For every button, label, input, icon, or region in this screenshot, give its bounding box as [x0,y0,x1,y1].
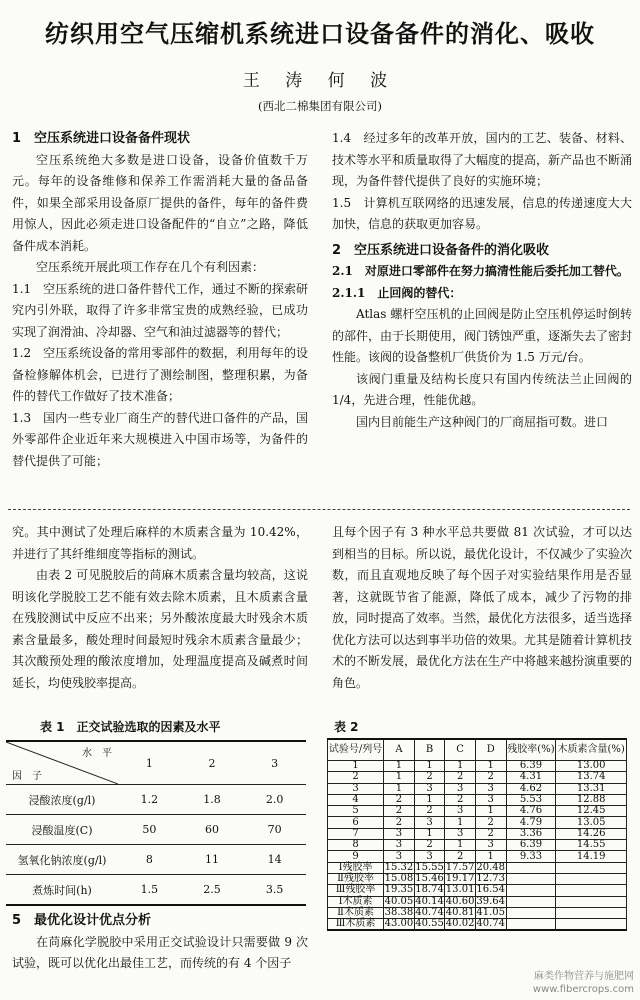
table-row [328,907,627,918]
table-cell: 40.14 [415,895,444,907]
table-cell: 13.00 [556,761,627,772]
table-cell: 70 [243,815,306,845]
table-cell: 1.5 [118,875,181,906]
table-cell: 60 [181,815,244,845]
table-cell: 1.8 [181,785,244,815]
table-cell: 40.74 [415,907,444,918]
row-label: 5 [328,806,384,817]
level-header: 1 [118,741,181,785]
table-row [6,875,306,906]
table-cell: 15.08 [384,873,414,885]
upper-right-column [332,128,632,433]
column-header: 试验号/列号 [328,739,384,761]
table-cell: 3 [384,828,415,839]
table-cell: 41.05 [476,907,506,918]
table-cell [506,907,556,918]
table-cell: 3.5 [243,875,306,906]
table-cell [556,907,627,918]
watermark [533,970,634,996]
row-label: 7 [328,828,384,839]
table-cell [506,919,556,931]
table-cell [556,919,627,931]
table-row [6,815,306,845]
table-row [328,806,627,817]
row-label: 2 [328,772,384,783]
table-cell [556,862,627,873]
table-cell: 3 [475,840,506,851]
table-cell: 12.73 [476,873,506,885]
table-cell: 40.60 [445,895,475,907]
table-cell: 3 [384,840,415,851]
table-row [6,785,306,815]
table-cell [556,873,627,884]
table-cell: 3 [475,794,506,805]
lower-left-column [12,522,308,694]
table-cell: 2 [475,828,506,839]
level-header: 2 [181,741,244,785]
table-cell: 2.0 [243,785,306,815]
paragraph: 由表 2 可见脱胶后的苘麻木质素含量均较高，这说明该化学脱胶工艺不能有效去除木质素，且木质素含量在残胶测试中反应不出来；另外酸浓度最大时残余木质素含量最多，酸处理时间最短时残余木质素含量最少；其次酸预处理的酸浓度增加，处理温度提高及碱煮时间延长，均使残胶率提高。 [12,568,308,690]
table-cell: 2 [384,794,415,805]
column-header: 残胶率(%) [506,739,556,761]
table-cell: 15.46 [415,873,444,885]
table-cell: 1 [414,828,445,839]
table-row [328,772,627,783]
table-cell: 1 [475,761,506,772]
table-cell: 2 [445,794,476,805]
table-cell: 40.81 [445,907,475,918]
table-cell: 5.53 [506,794,556,805]
table-header-row [328,739,627,761]
paragraph: 1.3 国内一些专业厂商生产的替代进口备件的产品，国外零部件企业近年来大规模进入中国市场等，为备件的替代提供了可能； [12,410,308,468]
table-cell: 4.62 [506,783,556,794]
table-cell: 13.74 [556,772,627,783]
watermark-line: www.fibercrops.com [532,984,634,995]
corner-label-factors: 因 子 [12,771,42,782]
paragraph: 且每个因子有 3 种水平总共要做 81 次试验，才可以达到相当的目标。所以说，最优化设计，不仅减少了实验次数，而且直观地反映了每个因子对实验结果作用是否显著，这就既节省了能源，降低了成本，减少了污物的排放，同时提高了效率。当然，最优化方法很多，适当选择优化方法可以达到事半功倍的效果。尤其是随着计算机技术的不断发展，最优化方法在生产中将越来越扮演重要的角色。 [332,525,633,690]
row-label: Ⅲ木质素 [328,919,384,931]
table-cell: 11 [181,845,244,875]
table-cell: 13.31 [556,783,627,794]
upper-left-column [12,128,308,472]
table-2 [327,738,627,931]
table-cell: 1 [384,772,415,783]
table-cell: 50 [118,815,181,845]
corner-label-levels: 水 平 [82,748,112,759]
table-cell: 1 [414,794,445,805]
paragraph: 空压系统绝大多数是进口设备，设备价值数千万元。每年的设备维修和保养工作需消耗大量的备品备件，如果全部采用设备原厂提供的备件，每年的备件费用惊人，因此必须走进口设备配件的“自立”之路，降低备件成本消耗。 [12,152,308,253]
table-cell: 2 [414,840,445,851]
factor-label: 浸酸温度(C) [6,815,118,845]
table-cell: 38.38 [384,907,414,918]
table-cell: 1.2 [118,785,181,815]
paragraph: Atlas 螺杆空压机的止回阀是防止空压机停运时倒转的部件，由于长期使用，阀门锈蚀严重，逐渐失去了密封性能。该阀的设备整机厂供货价为 1.5 万元/台。 [332,307,633,364]
table-cell [506,862,556,873]
table-cell: 3.36 [506,828,556,839]
section-heading-1: 1 空压系统进口设备备件现状 [12,131,191,146]
column-header: A [384,739,415,761]
table-cell: 2.5 [181,875,244,906]
table-cell: 16.54 [476,884,506,896]
table-cell: 2 [445,851,476,862]
table-cell: 3 [445,828,476,839]
table-cell: 40.55 [415,918,444,930]
row-label: Ⅲ残胶率 [328,885,384,896]
column-header: D [475,739,506,761]
table-row [328,817,627,828]
paragraph: 1.5 计算机互联网络的迅速发展，信息的传递速度大大加快，信息的获取更加容易。 [332,195,632,231]
table-cell: 3 [414,817,445,828]
subsection-heading: 2.1 对原进口零部件在努力搞清性能后委托加工替代。 [332,264,629,278]
column-header: 木质素含量(%) [556,739,627,761]
level-header: 3 [243,741,306,785]
table-row [328,896,627,907]
row-label: 1 [328,761,384,772]
row-label: 8 [328,840,384,851]
subsubsection-heading: 2.1.1 止回阀的替代： [332,285,462,300]
section-heading-2: 2 空压系统进口设备备件的消化吸收 [332,242,550,258]
row-label: 4 [328,794,384,805]
table-row [328,862,627,873]
table-cell: 1 [384,783,415,794]
table-cell: 14.55 [556,840,627,851]
table-cell: 8 [118,845,181,875]
table-cell: 3 [445,783,476,794]
table-row [328,783,627,794]
table-cell: 1 [445,817,476,828]
table-row [328,761,627,772]
table-cell: 2 [445,772,476,783]
table-cell: 4.31 [506,772,556,783]
paragraph: 1.4 经过多年的改革开放，国内的工艺、装备、材料、技术等水平和质量取得了大幅度的提高，新产品也不断涌现，为备件替代提供了良好的实施环境； [332,131,633,188]
table-cell: 15.55 [415,861,444,873]
table-cell: 19.17 [445,873,475,885]
table-cell: 13.05 [556,817,627,828]
page-divider [8,509,630,510]
table-row [328,840,627,851]
table-header-row [6,741,306,785]
table-row [6,845,306,875]
table-cell: 3 [414,851,445,862]
paragraph: 究。其中测试了处理后麻样的木质素含量为 10.42%，并进行了其纤维细度等指标的测试。 [12,525,308,561]
table-cell: 12.45 [556,806,627,817]
table-cell: 14.19 [556,851,627,862]
table-row [328,851,627,862]
table-cell: 3 [414,783,445,794]
table-cell: 3 [384,851,415,862]
table-cell: 40.05 [384,895,414,907]
table-row [328,919,627,931]
table-cell: 2 [414,772,445,783]
table-cell: 14.26 [556,828,627,839]
column-header: B [414,739,445,761]
factor-label: 浸酸浓度(g/l) [6,785,118,815]
table-cell [506,896,556,907]
table-cell: 18.74 [415,884,444,896]
section-heading-5: 5 最优化设计优点分析 [12,913,152,928]
table-cell: 1 [475,851,506,862]
table-cell: 40.02 [445,918,475,930]
table-cell: 2 [475,772,506,783]
row-label: Ⅱ残胶率 [328,873,384,884]
table-cell: 3 [445,806,476,817]
table-cell: 43.00 [384,918,414,930]
table-cell: 14 [243,845,306,875]
table-cell: 4.79 [506,817,556,828]
lower-left-tail [12,910,308,975]
table-cell: 3 [475,783,506,794]
table-cell: 40.74 [476,918,506,930]
row-label: 9 [328,851,384,862]
paragraph: 在苘麻化学脱胶中采用正交试验设计只需要做 9 次试验，既可以优化出最佳工艺，而传统的有 4 个因子 [12,934,308,970]
table-row [328,794,627,805]
paragraph: 该阀门重量及结构长度只有国内传统法兰止回阀的 1/4，先进合理，性能优越。 [332,371,632,407]
factor-label: 氢氧化钠浓度(g/l) [6,845,118,875]
table-row [328,885,627,896]
table-cell: 2 [384,806,415,817]
factor-label: 煮炼时间(h) [6,875,118,906]
table-cell: 17.57 [445,861,475,873]
paragraph: 国内目前能生产这种阀门的厂商屈指可数。进口 [356,414,609,429]
row-label: Ⅰ木质素 [328,896,384,907]
table-cell: 1 [384,761,415,772]
table-cell: 1 [475,806,506,817]
table-cell: 9.33 [506,851,556,862]
paragraph: 空压系统开展此项工作存在几个有利因素： [36,260,265,274]
table-1 [6,740,306,906]
table-cell [556,885,627,896]
table-cell: 2 [384,817,415,828]
table-cell: 2 [414,806,445,817]
row-label: 6 [328,817,384,828]
table-cell [506,885,556,896]
lower-right-column [332,522,632,694]
article-title: 纺织用空气压缩机系统进口设备备件的消化、吸收 [45,20,595,48]
watermark-line: 麻类作物营养与施肥网 [534,971,634,982]
table-cell: 15.32 [384,861,414,873]
table-cell: 12.88 [556,794,627,805]
table-cell: 2 [475,817,506,828]
table-corner-cell [6,741,118,785]
table-row [328,828,627,839]
row-label: Ⅰ残胶率 [328,862,384,873]
paragraph: 1.1 空压系统的进口备件替代工作，通过不断的探索研究内引外联，取得了许多非常宝贵的成熟经验，已成功实现了润滑油、冷却器、空气和油过滤器等的替代； [12,281,308,339]
table-cell: 1 [445,761,476,772]
column-header: C [445,739,476,761]
paragraph: 1.2 空压系统设备的常用零部件的数据，利用每年的设备检修解体机会，已进行了测绘制图，整理积累，为备件的替代工作做好了技术准备； [12,346,308,403]
table-2-title: 表 2 [334,720,359,734]
table-cell: 20.48 [476,861,506,873]
table-cell: 19.35 [384,884,414,896]
row-label: Ⅱ木质素 [328,907,384,918]
table-cell: 39.64 [476,895,506,907]
table-cell [506,873,556,884]
table-1-title: 表 1 正交试验选取的因素及水平 [40,720,221,734]
article-affiliation: (西北二棉集团有限公司) [258,99,382,113]
table-cell: 6.39 [506,840,556,851]
table-cell: 6.39 [506,761,556,772]
table-cell [556,896,627,907]
table-cell: 13.01 [445,884,475,896]
article-authors: 王 涛 何 波 [242,71,398,91]
table-cell: 1 [414,761,445,772]
table-cell: 1 [445,840,476,851]
table-cell: 4.76 [506,806,556,817]
row-label: 3 [328,783,384,794]
